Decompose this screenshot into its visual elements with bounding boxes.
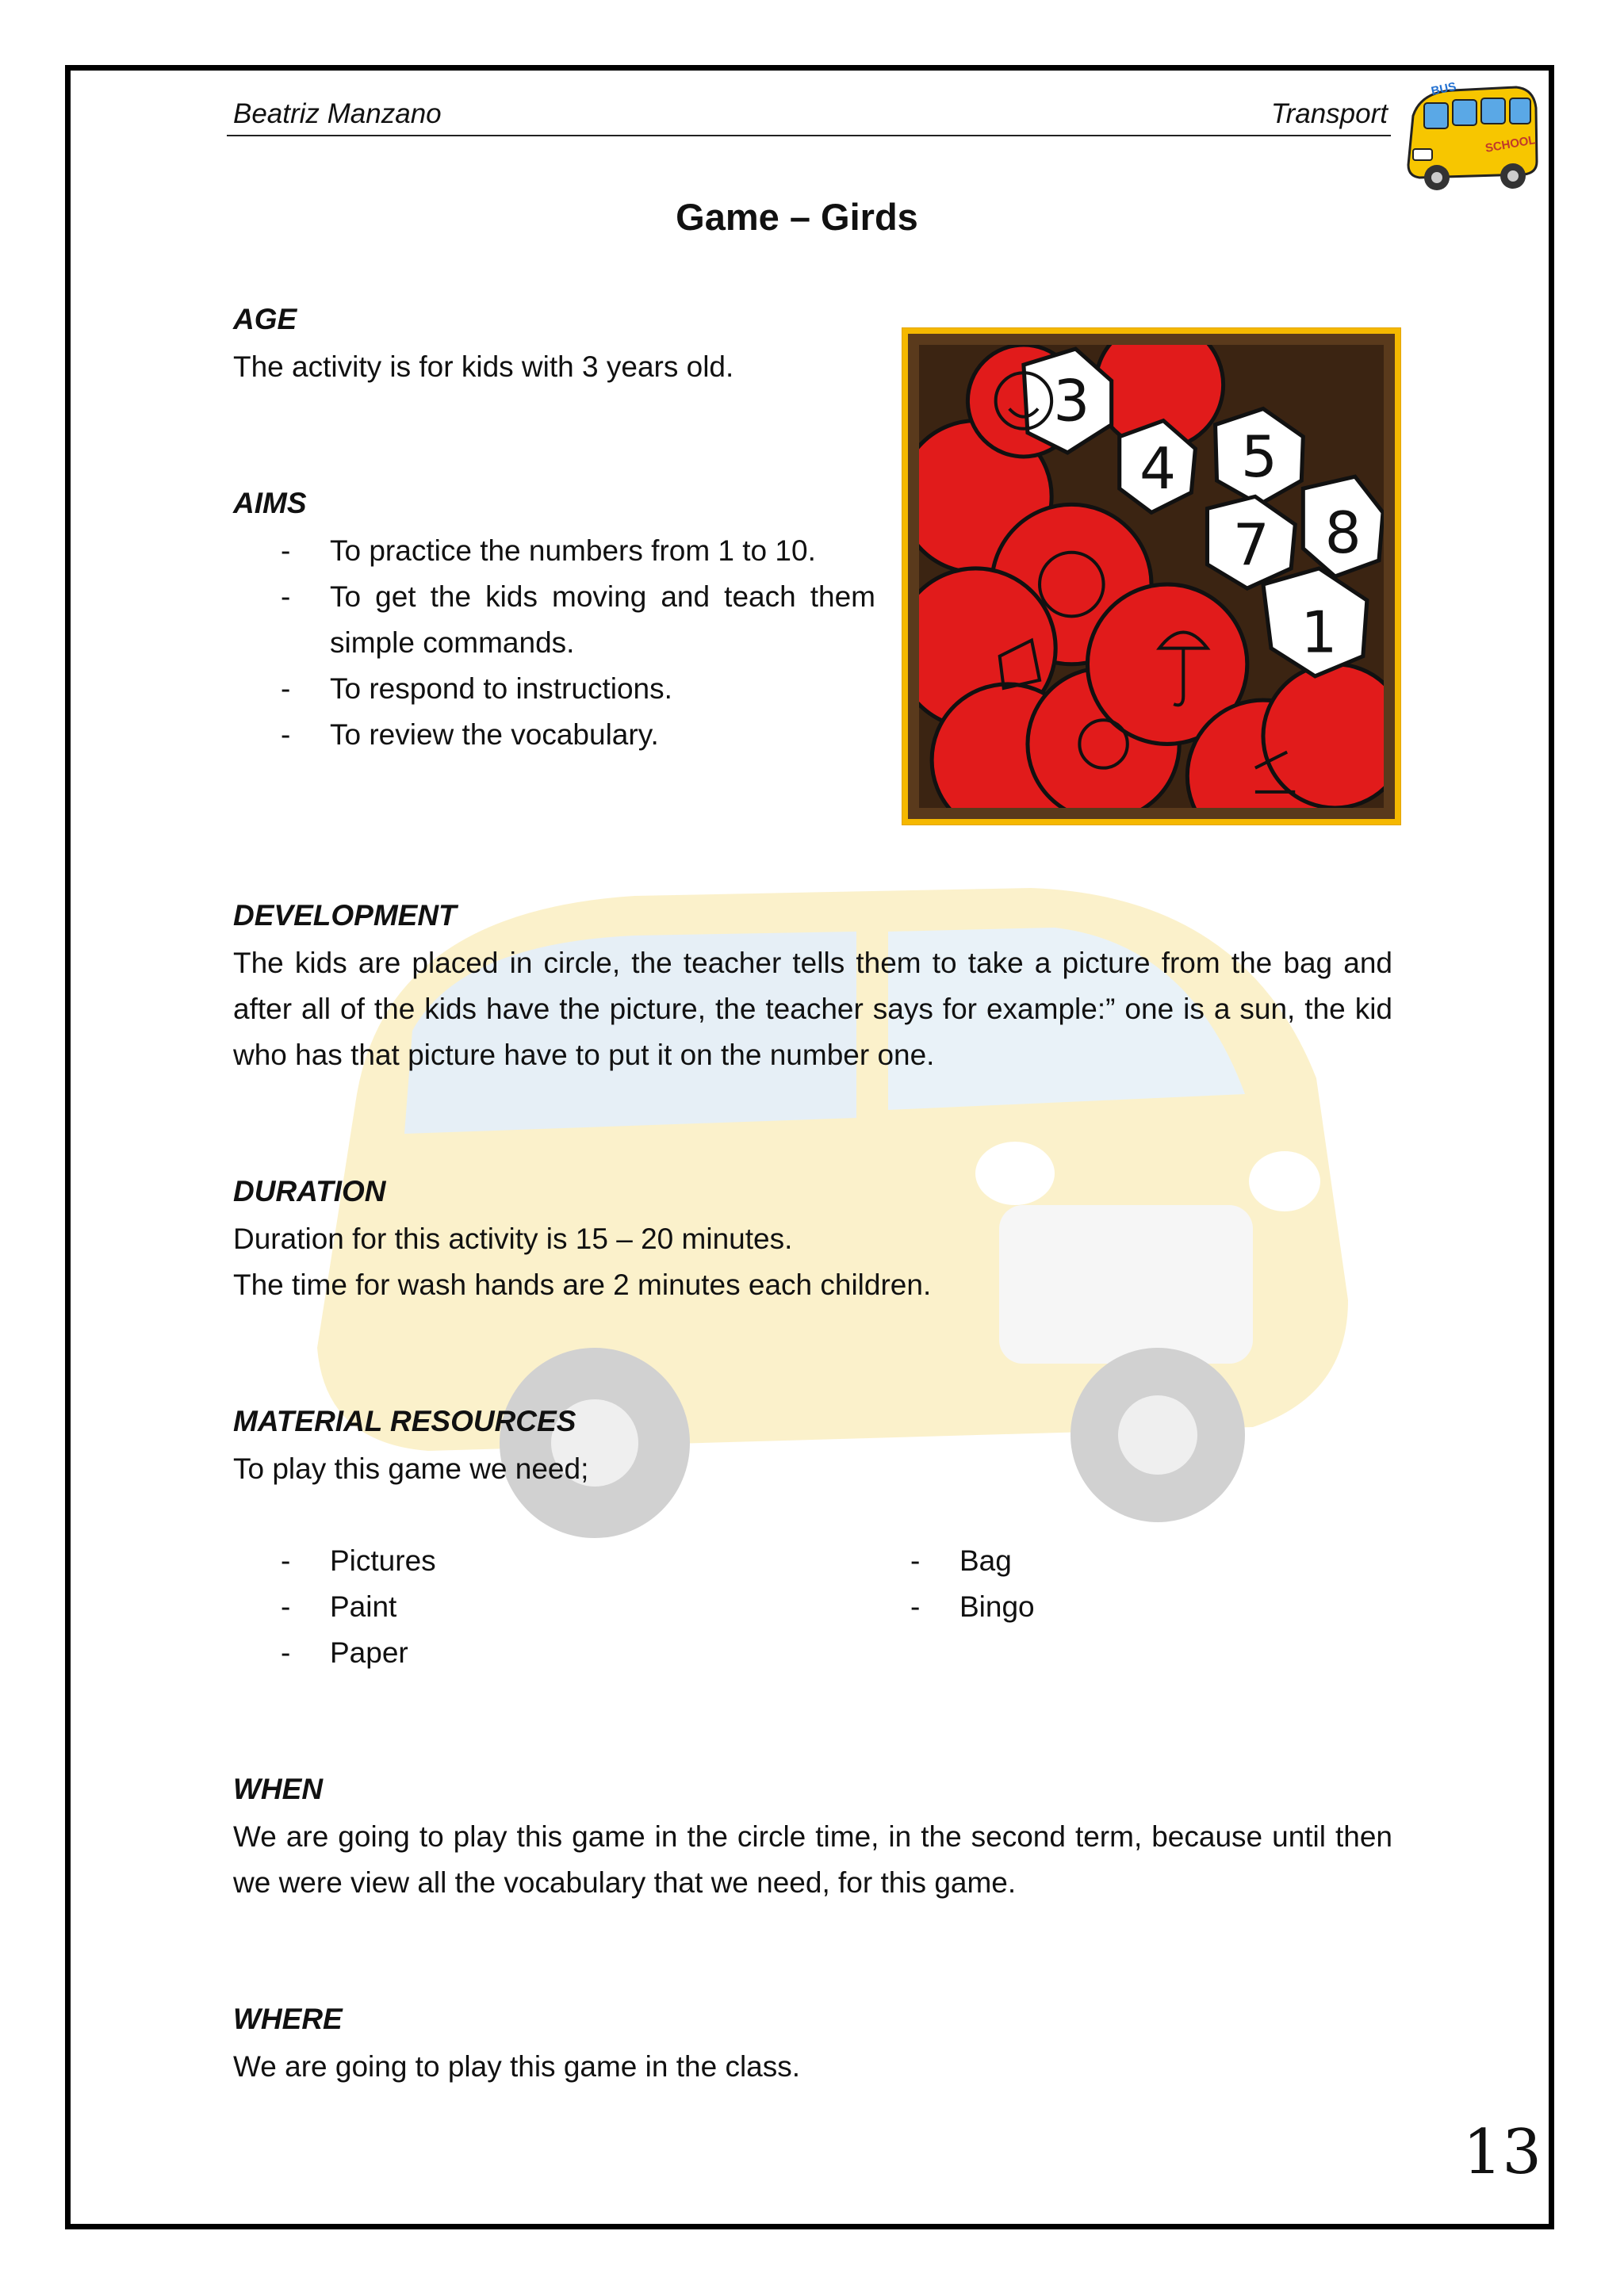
list-item: - To respond to instructions.	[281, 672, 672, 705]
age-text: The activity is for kids with 3 years old.	[233, 350, 734, 383]
duration-text-1: Duration for this activity is 15 – 20 minutes.	[233, 1223, 793, 1255]
list-item: - To practice the numbers from 1 to 10.	[281, 534, 816, 567]
circle-number: 5	[1240, 424, 1277, 492]
when-text: We are going to play this game in the circle time, in the second term, because until then we were view all the vocabulary that we need, for this game.	[233, 1820, 1392, 1899]
list-item: - Bag	[910, 1544, 1012, 1577]
development-text: The kids are placed in circle, the teacher tells them to take a picture from the bag and after all of the kids have the picture, the teacher says for example:” one is a sun, the kid who has that picture have to put it on the number one.	[233, 947, 1392, 1071]
aims-heading: AIMS	[233, 487, 307, 519]
logo-text-bus: BUS	[1430, 79, 1457, 98]
where-heading: WHERE	[233, 2003, 343, 2035]
aims-list	[233, 528, 875, 758]
school-bus-logo	[1397, 76, 1542, 195]
when-heading: WHEN	[233, 1773, 324, 1805]
page-title: Game – Girds	[676, 196, 918, 238]
red-circles-image	[919, 345, 1384, 808]
logo-text-school: SCHOOL	[1484, 133, 1537, 155]
duration-text-2: The time for wash hands are 2 minutes each children.	[233, 1269, 932, 1301]
list-item: - Paint	[281, 1590, 397, 1623]
circle-number: 4	[1139, 436, 1177, 503]
circle-number: 8	[1324, 499, 1362, 567]
where-text: We are going to play this game in the class.	[233, 2050, 801, 2083]
material-list-left	[233, 1538, 788, 1676]
material-list-right	[863, 1538, 1339, 1630]
list-item: - To review the vocabulary.	[281, 718, 659, 751]
duration-heading: DURATION	[233, 1175, 386, 1207]
circle-number: 7	[1232, 511, 1270, 579]
header-rule	[227, 135, 1391, 136]
list-item: - Bingo	[910, 1590, 1035, 1623]
age-heading: AGE	[233, 303, 297, 335]
circle-number: 1	[1300, 599, 1338, 667]
list-item: - To get the kids moving and teach them simple commands.	[281, 580, 875, 659]
development-heading: DEVELOPMENT	[233, 899, 457, 932]
list-item: - Pictures	[281, 1544, 436, 1577]
circle-number: 3	[1053, 368, 1090, 435]
list-item: - Paper	[281, 1636, 408, 1669]
grid-game-photo	[902, 328, 1400, 825]
material-intro: To play this game we need;	[233, 1452, 589, 1485]
header-topic: Transport	[1270, 98, 1388, 129]
header-author: Beatriz Manzano	[233, 98, 442, 129]
material-heading: MATERIAL RESOURCES	[233, 1405, 576, 1437]
page-number: 13	[1462, 2117, 1542, 2188]
